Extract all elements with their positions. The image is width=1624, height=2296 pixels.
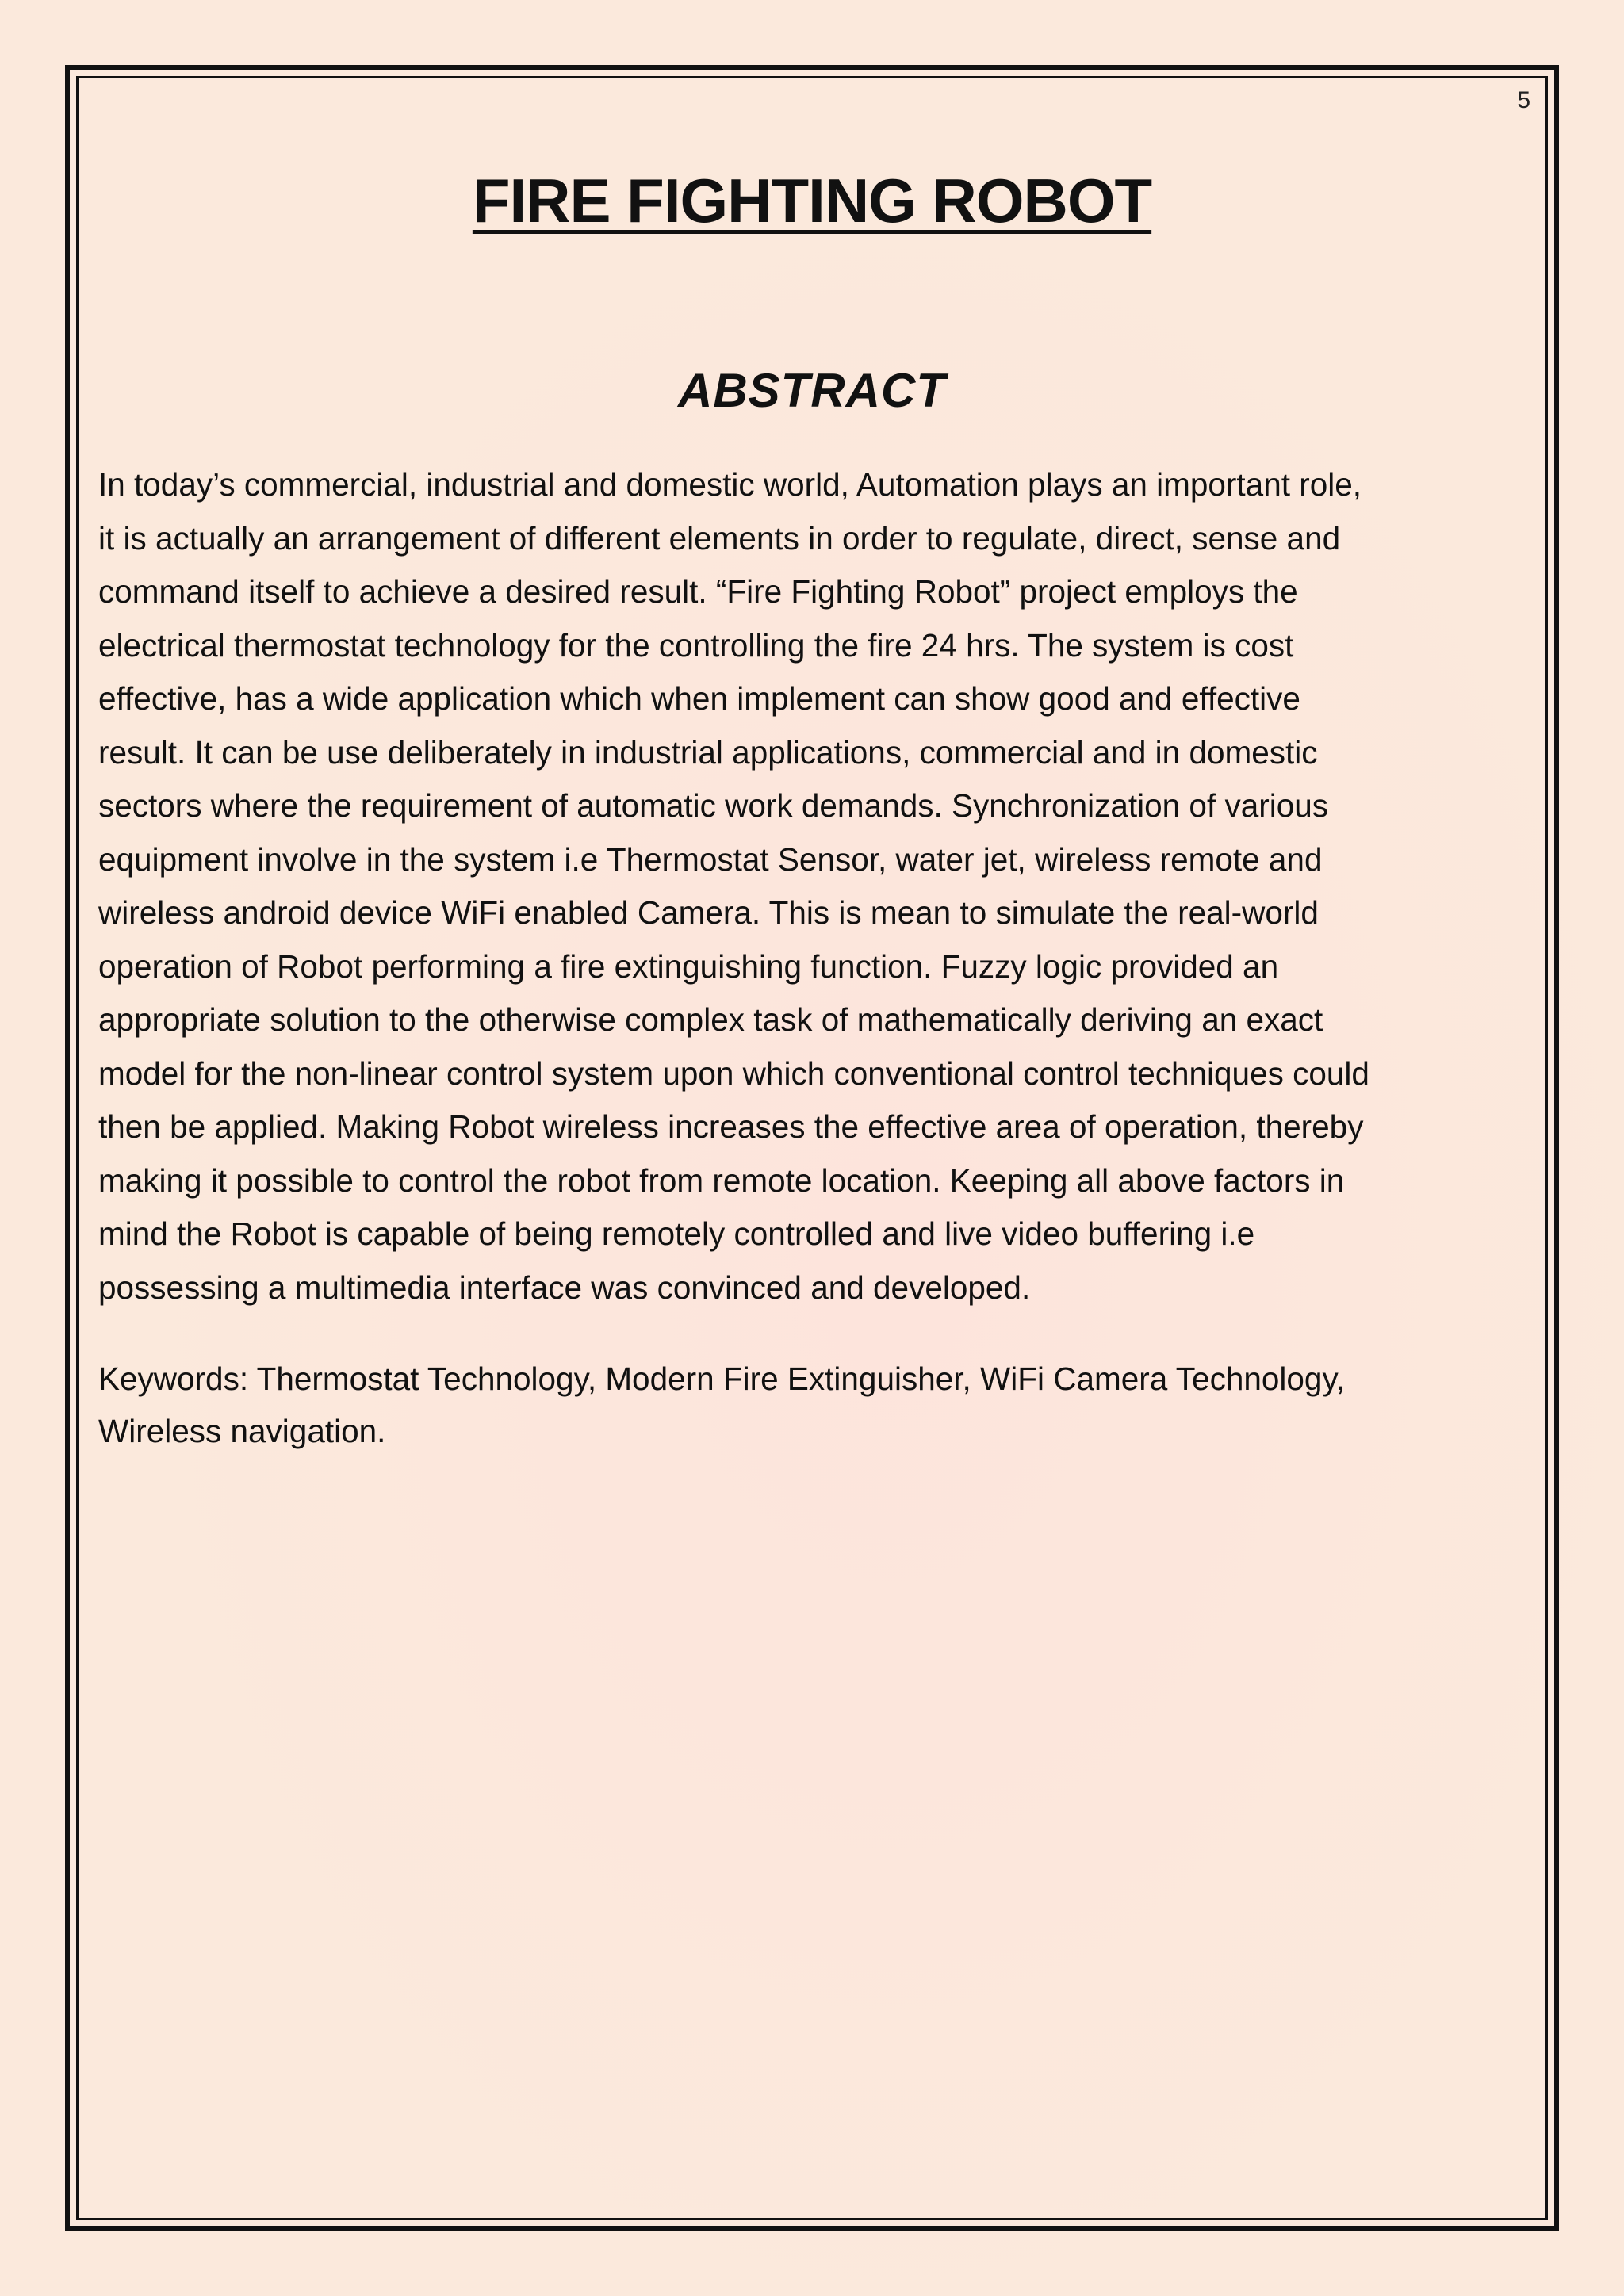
document-title xyxy=(0,165,1624,237)
document-title-text: FIRE FIGHTING ROBOT xyxy=(472,166,1152,235)
section-heading: ABSTRACT xyxy=(678,364,946,417)
abstract-paragraph: In today’s commercial, industrial and domestic world, Automation plays an important role, it is actually an arrangement of different elements in order to regulate, direct, sense and command itself to achieve a desired result. “Fire Fighting Robot” project employs the electrical thermostat technology for the controlling the fire 24 hrs. The system is cost effective, has a wide application which when implement can show good and effective result. It can be use deliberately in industrial applications, commercial and in domestic sectors where the requirement of automatic work demands. Synchronization of various equipment involve in the system i.e Thermostat Sensor, water jet, wireless remote and wireless android device WiFi enabled Camera. This is mean to simulate the real-world operation of Robot performing a fire extinguishing function. Fuzzy logic provided an appropriate solution to the otherwise complex task of mathematically deriving an exact model for the non-linear control system upon which conventional control techniques could then be applied. Making Robot wireless increases the effective area of operation, thereby making it possible to control the robot from remote location. Keeping all above factors in mind the Robot is capable of being remotely controlled and live video buffering i.e possessing a multimedia interface was convinced and developed. xyxy=(98,466,1369,1306)
keywords-paragraph: Keywords: Thermostat Technology, Modern Fire Extinguisher, WiFi Camera Technology, Wireless navigation. xyxy=(98,1360,1345,1449)
page-number: 5 xyxy=(1517,87,1530,113)
